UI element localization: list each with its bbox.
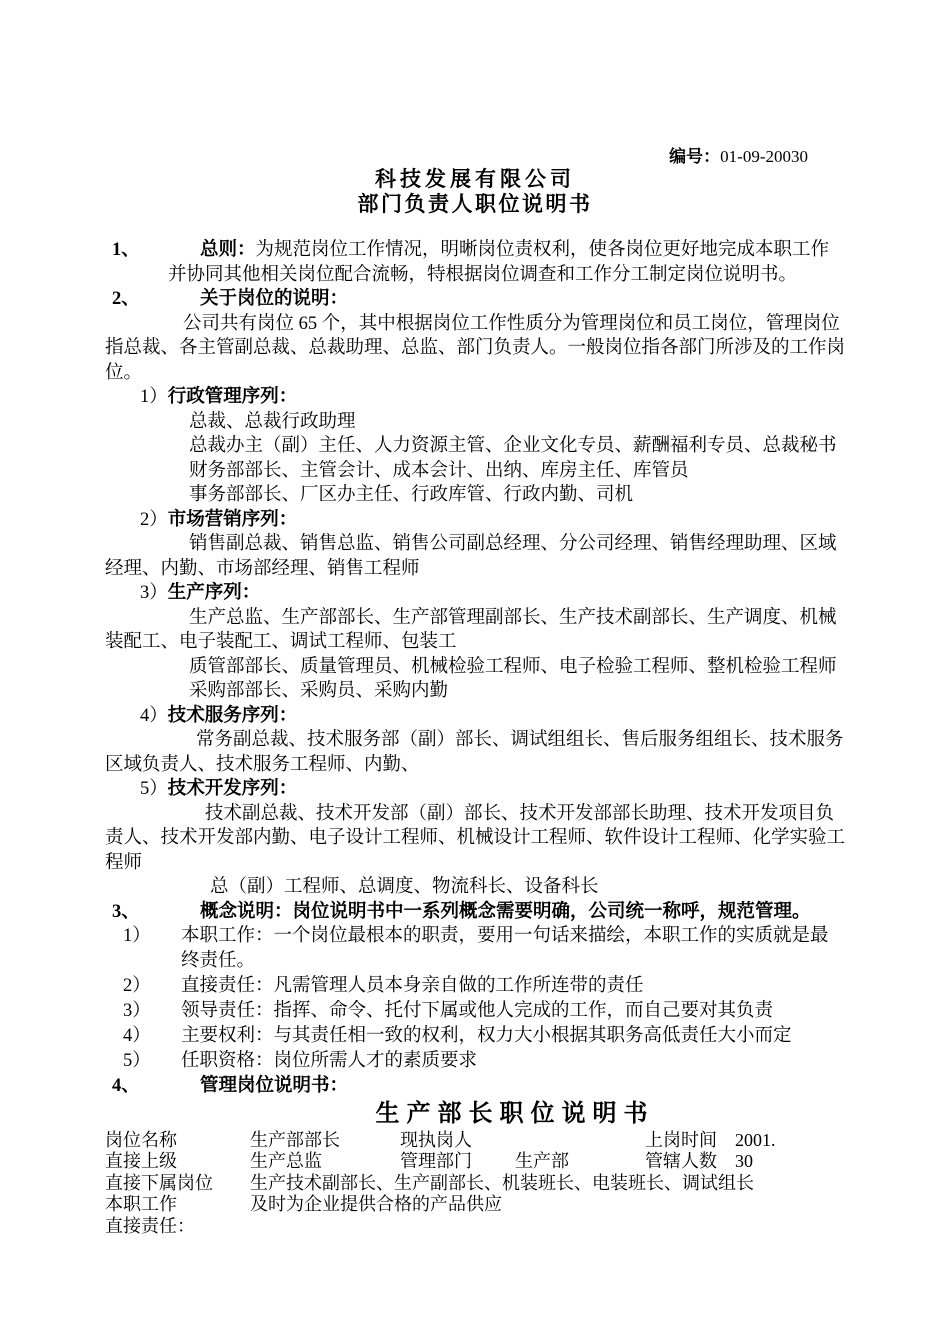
concept-item-text: 任职资格：岗位所需人才的素质要求: [181, 1051, 478, 1071]
doc-number-label: 编号：: [669, 147, 721, 166]
field-label-managing-department: 管理部门: [400, 1151, 472, 1171]
sequence-5-line: 总（副）工程师、总调度、物流科长、设备科长: [210, 877, 599, 897]
field-label-headcount: 管辖人数: [645, 1151, 717, 1171]
positions-intro-paragraph: 公司共有岗位 65 个，其中根据岗位工作性质分为管理岗位和员工岗位，管理岗位指总裁、各主管副总裁、总裁助理、总监、部门负责人。一般岗位指各部门所涉及的工作岗位。: [105, 313, 846, 383]
field-label-direct-subordinates: 直接下属岗位: [105, 1172, 213, 1193]
job-sheet-row: [105, 1130, 845, 1152]
document-content: [105, 147, 845, 1237]
field-value-managing-department: 生产部: [515, 1151, 569, 1171]
doc-number-value: 01-09-20030: [720, 147, 808, 166]
sequence-4-heading: [140, 704, 845, 729]
field-value-headcount: 30: [735, 1151, 753, 1171]
concept-item-number: 1）: [123, 926, 151, 946]
sequence-3-heading: [140, 581, 845, 606]
sequence-5-heading: [140, 777, 845, 802]
field-label-primary-duty: 本职工作: [105, 1194, 177, 1214]
sequence-5-number: 5）: [140, 779, 168, 799]
field-value-position-name: 生产部部长: [250, 1129, 340, 1150]
doc-title: 部门负责人职位说明书: [357, 192, 593, 216]
sequence-3-line: 生产总监、生产部部长、生产部管理副部长、生产技术副部长、生产调度、机械装配工、电子装配工、调试工程师、包装工: [105, 607, 837, 652]
section-management-label: 管理岗位说明书：: [200, 1076, 349, 1096]
sequence-2-heading: [140, 508, 845, 533]
sequence-5-title: 技术开发序列：: [167, 779, 298, 799]
sequence-1-title: 行政管理序列：: [167, 387, 298, 407]
section-management-heading: [105, 1074, 845, 1099]
section-positions-number: 2、: [112, 289, 140, 309]
field-label-direct-superior: 直接上级: [105, 1151, 177, 1171]
sequence-1-line: 总裁办主（副）主任、人力资源主管、企业文化专员、薪酬福利专员、总裁秘书: [189, 436, 837, 456]
field-value-direct-superior: 生产总监: [250, 1151, 322, 1171]
job-sheet-row: [105, 1173, 845, 1195]
concept-item-number: 4）: [123, 1026, 151, 1046]
field-value-direct-subordinates: 生产技术副部长、生产副部长、机装班长、电装班长、调试组长: [250, 1172, 754, 1193]
sequence-3-line: 采购部部长、采购员、采购内勤: [189, 681, 449, 701]
sequence-5-line: 技术副总裁、技术开发部（副）部长、技术开发部部长助理、技术开发项目负责人、技术开发部内勤、电子设计工程师、机械设计工程师、软件设计工程师、化学实验工程师: [105, 803, 846, 873]
section-general-text: 为规范岗位工作情况，明晰岗位责权利，使各岗位更好地完成本职工作并协同其他相关岗位配合流畅，特根据岗位调查和工作分工制定岗位说明书。: [168, 240, 830, 285]
section-concepts-number: 3、: [112, 901, 140, 922]
concept-item-text: 本职工作：一个岗位最根本的职责，要用一句话来描绘，本职工作的实质就是最终责任。: [181, 926, 829, 971]
section-positions-heading: [105, 287, 845, 312]
sequence-3-line: 质管部部长、质量管理员、机械检验工程师、电子检验工程师、整机检验工程师: [189, 656, 837, 677]
sequence-1-line: 财务部部长、主管会计、成本会计、出纳、库房主任、库管员: [189, 460, 689, 481]
job-sheet-title: 生产部长职位说明书: [375, 1100, 655, 1127]
concept-item-number: 5）: [123, 1051, 151, 1071]
concept-item: [123, 1024, 845, 1049]
concept-item-number: 2）: [123, 976, 151, 996]
sequence-2-title: 市场营销序列：: [167, 509, 298, 530]
job-sheet: [105, 1130, 845, 1238]
field-label-position-name: 岗位名称: [105, 1129, 177, 1150]
sequence-3-title: 生产序列：: [167, 583, 261, 603]
concept-item: [123, 1049, 845, 1074]
concept-item: [123, 924, 845, 974]
sequence-4-line: 常务副总裁、技术服务部（副）部长、调试组组长、售后服务组组长、技术服务区域负责人、技术服务工程师、内勤、: [105, 730, 844, 775]
concept-item-text: 直接责任：凡需管理人员本身亲自做的工作所连带的责任: [181, 976, 644, 996]
section-management-number: 4、: [112, 1076, 140, 1096]
doc-number-line: [105, 147, 845, 167]
field-label-current-holder: 现执岗人: [400, 1129, 472, 1150]
sequence-2-number: 2）: [140, 509, 168, 530]
section-concepts-heading: [105, 900, 845, 925]
field-value-primary-duty: 及时为企业提供合格的产品供应: [250, 1194, 502, 1214]
section-general-label: 总则：: [200, 240, 256, 260]
concept-item: [123, 999, 845, 1024]
concept-item-number: 3）: [123, 1001, 151, 1021]
sequence-4-title: 技术服务序列：: [167, 705, 298, 726]
sequence-1-line: 事务部部长、厂区办主任、行政库管、行政内勤、司机: [189, 485, 634, 505]
section-general-number: 1、: [112, 240, 140, 260]
job-sheet-row: [105, 1151, 845, 1173]
section-general: [105, 238, 845, 287]
sequence-4-number: 4）: [140, 705, 168, 726]
field-value-start-time: 2001.: [735, 1129, 776, 1150]
sequence-3-number: 3）: [140, 583, 168, 603]
concept-item: [123, 974, 845, 999]
sequence-1-number: 1）: [140, 387, 168, 407]
sequence-1-line: 总裁、总裁行政助理: [189, 411, 356, 432]
section-concepts-label: 概念说明：岗位说明书中一系列概念需要明确，公司统一称呼，规范管理。: [200, 901, 811, 922]
field-label-direct-responsibility: 直接责任：: [105, 1215, 195, 1236]
job-sheet-row: [105, 1216, 845, 1238]
concept-item-text: 领导责任：指挥、命令、托付下属或他人完成的工作，而自己要对其负责: [181, 1001, 774, 1021]
section-positions-label: 关于岗位的说明：: [200, 289, 349, 309]
field-label-start-time: 上岗时间: [645, 1129, 717, 1150]
concept-item-text: 主要权利：与其责任相一致的权利，权力大小根据其职务高低责任大小而定: [181, 1026, 792, 1046]
sequence-1-heading: [140, 385, 845, 410]
sequence-2-line: 销售副总裁、销售总监、销售公司副总经理、分公司经理、销售经理助理、区域经理、内勤、市场部经理、销售工程师: [105, 534, 837, 579]
job-sheet-row: [105, 1194, 845, 1216]
company-title: 科技发展有限公司: [375, 167, 575, 191]
